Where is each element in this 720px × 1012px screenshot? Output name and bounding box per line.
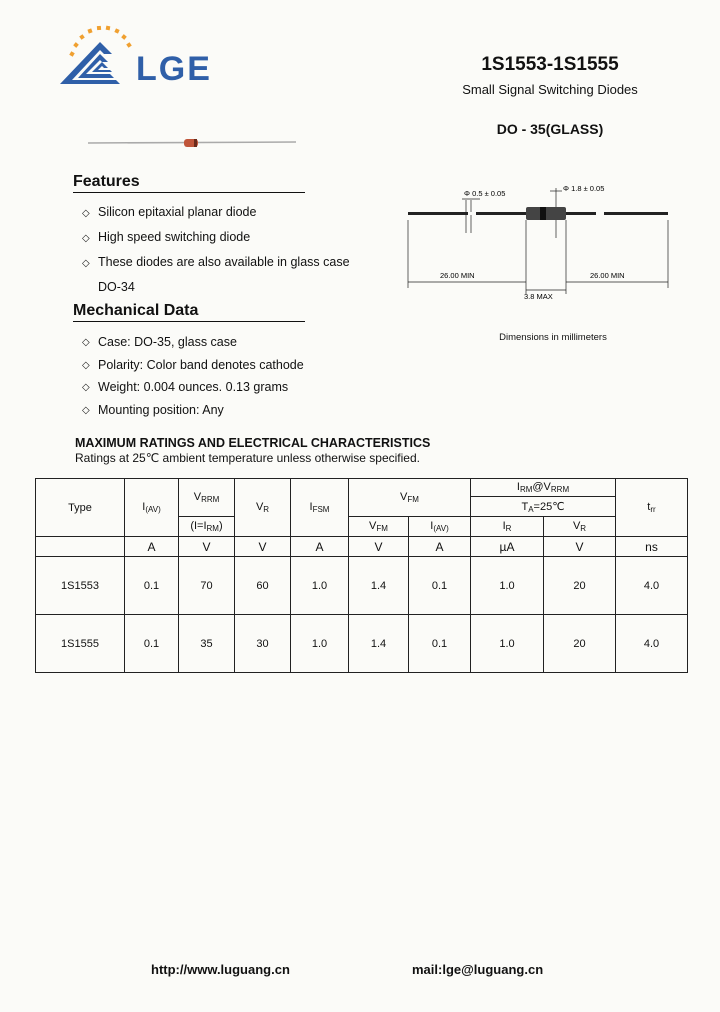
unit-cell: A bbox=[125, 537, 179, 557]
feature-item: ◇ Silicon epitaxial planar diode bbox=[73, 200, 373, 225]
header-vr: $V_R$ bbox=[235, 479, 291, 537]
ratings-note: Ratings at 25℃ ambient temperature unless otherwise specified. bbox=[75, 451, 420, 465]
feature-item-continued: DO-34 bbox=[98, 280, 135, 294]
feature-item: ◇ High speed switching diode bbox=[73, 225, 373, 250]
lead-left-2 bbox=[476, 212, 526, 215]
header-iav: $I_{(AV)}$ bbox=[125, 479, 179, 537]
table-cell: 35 bbox=[179, 615, 235, 673]
body-diameter-label: Φ 1.8 ± 0.05 bbox=[563, 184, 605, 193]
table-cell: 1.4 bbox=[349, 557, 409, 615]
unit-cell: V bbox=[544, 537, 616, 557]
diode-photo bbox=[86, 136, 298, 150]
part-title: 1S1553-1S1555 bbox=[481, 54, 619, 75]
table-cell: 4.0 bbox=[616, 615, 688, 673]
header-ifsm: $I_{FSM}$ bbox=[291, 479, 349, 537]
lead-length-left-label: 26.00 MIN bbox=[440, 271, 475, 280]
unit-cell: µA bbox=[471, 537, 544, 557]
table-cell: 0.1 bbox=[409, 615, 471, 673]
package-title: DO - 35(GLASS) bbox=[496, 121, 604, 137]
mechanical-item: ◇ Polarity: Color band denotes cathode bbox=[73, 354, 373, 377]
features-title: Features bbox=[73, 173, 305, 193]
header-trr: $t_{rr}$ bbox=[616, 479, 688, 537]
ratings-title: MAXIMUM RATINGS AND ELECTRICAL CHARACTERISTICS bbox=[75, 436, 431, 450]
footer-email-link[interactable]: mail:lge@luguang.cn bbox=[412, 962, 544, 977]
features-list bbox=[73, 200, 373, 300]
table-cell: 1.4 bbox=[349, 615, 409, 673]
unit-cell: V bbox=[179, 537, 235, 557]
unit-cell: V bbox=[349, 537, 409, 557]
body-length-label: 3.8 MAX bbox=[524, 292, 553, 301]
header-ta: $T_A=25℃$ bbox=[471, 497, 616, 517]
table-row bbox=[36, 615, 688, 673]
header-vrrm-condition: $(I=I_{RM})$ bbox=[179, 517, 235, 537]
package-dimension-drawing bbox=[400, 178, 685, 304]
table-cell: 70 bbox=[179, 557, 235, 615]
lead-left bbox=[408, 212, 468, 215]
table-cell: 0.1 bbox=[125, 557, 179, 615]
row-type: 1S1553 bbox=[36, 557, 125, 615]
table-cell: 20 bbox=[544, 615, 616, 673]
units-type-blank bbox=[36, 537, 125, 557]
unit-cell: ns bbox=[616, 537, 688, 557]
dimension-caption: Dimensions in millimeters bbox=[499, 332, 607, 343]
header-irm-at-vrrm: $I_{RM}@V_{RRM}$ bbox=[471, 479, 616, 497]
table-cell: 30 bbox=[235, 615, 291, 673]
header-vfm-v: $V_{FM}$ bbox=[349, 517, 409, 537]
lead-right-2 bbox=[604, 212, 668, 215]
table-row bbox=[36, 557, 688, 615]
part-subtitle: Small Signal Switching Diodes bbox=[462, 82, 638, 97]
table-cell: 4.0 bbox=[616, 557, 688, 615]
ratings-table bbox=[35, 478, 688, 673]
table-cell: 1.0 bbox=[291, 557, 349, 615]
lead-diameter-label: Φ 0.5 ± 0.05 bbox=[464, 189, 506, 198]
feature-item: ◇ These diodes are also available in glass case bbox=[73, 250, 373, 275]
lead-length-right-label: 26.00 MIN bbox=[590, 271, 625, 280]
table-cell: 60 bbox=[235, 557, 291, 615]
unit-cell: A bbox=[409, 537, 471, 557]
mechanical-item: ◇ Case: DO-35, glass case bbox=[73, 331, 373, 354]
table-cell: 20 bbox=[544, 557, 616, 615]
header-vr2: $V_R$ bbox=[544, 517, 616, 537]
cathode-band bbox=[540, 207, 546, 220]
table-cell: 0.1 bbox=[409, 557, 471, 615]
header-vrrm: $V_{RRM}$ bbox=[179, 479, 235, 517]
logo-mountain-mark bbox=[60, 42, 120, 84]
unit-cell: A bbox=[291, 537, 349, 557]
units-row bbox=[36, 537, 688, 557]
header-ir: $I_R$ bbox=[471, 517, 544, 537]
table-cell: 1.0 bbox=[291, 615, 349, 673]
footer-website-link[interactable]: http://www.luguang.cn bbox=[151, 962, 290, 977]
header-type: Type bbox=[36, 479, 125, 537]
row-type: 1S1555 bbox=[36, 615, 125, 673]
mechanical-item: ◇ Weight: 0.004 ounces. 0.13 grams bbox=[73, 376, 373, 399]
logo-text: LGE bbox=[136, 50, 212, 88]
table-cell: 1.0 bbox=[471, 557, 544, 615]
unit-cell: V bbox=[235, 537, 291, 557]
mechanical-data-title: Mechanical Data bbox=[73, 302, 305, 322]
mechanical-data-list bbox=[73, 331, 373, 421]
table-cell: 0.1 bbox=[125, 615, 179, 673]
header-vfm: $V_{FM}$ bbox=[349, 479, 471, 517]
header-vfm-i: $I_{(AV)}$ bbox=[409, 517, 471, 537]
table-cell: 1.0 bbox=[471, 615, 544, 673]
logo-arc-dots bbox=[69, 26, 132, 57]
mechanical-item: ◇ Mounting position: Any bbox=[73, 399, 373, 422]
lead-right bbox=[566, 212, 596, 215]
